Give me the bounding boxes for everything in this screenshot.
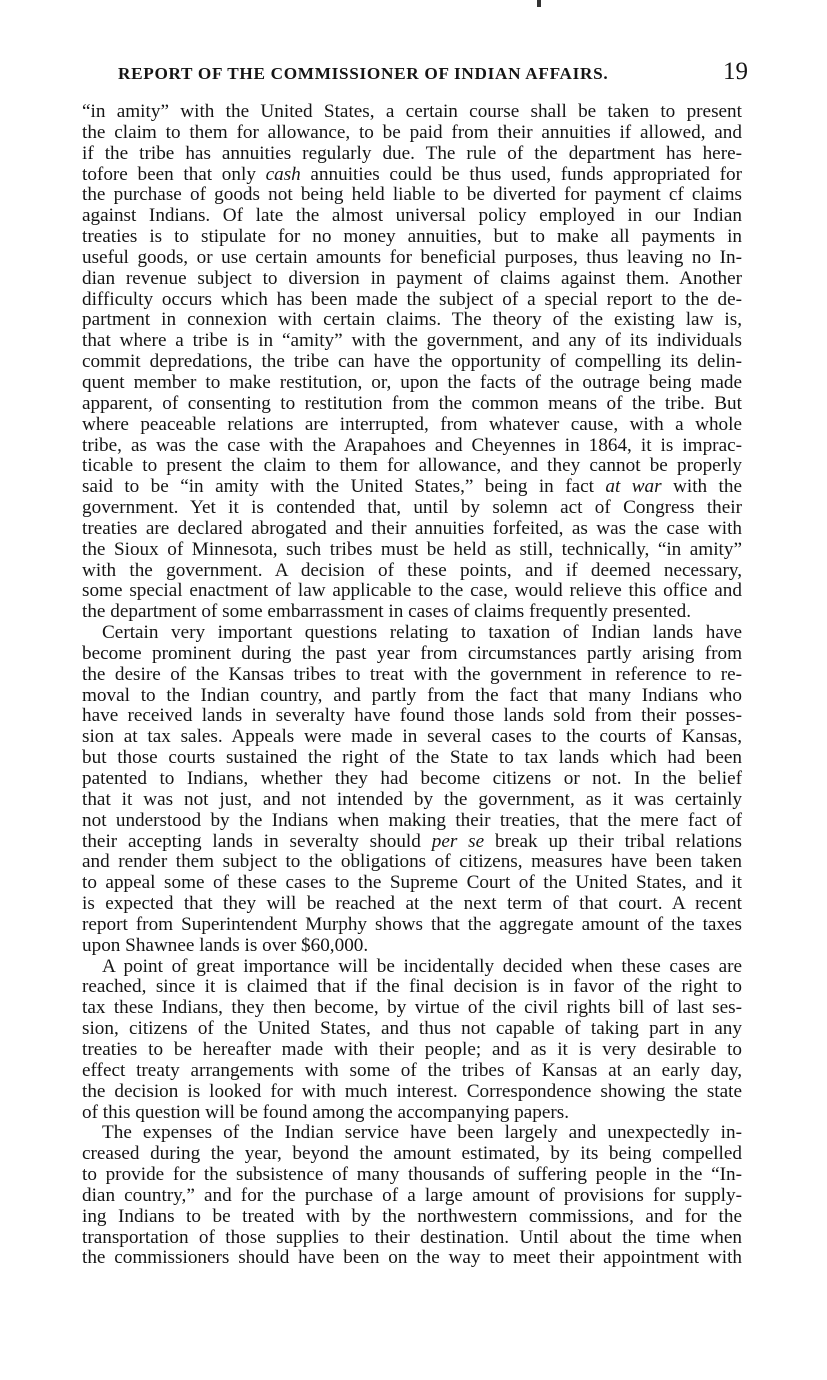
text-line: ticable to present the claim to them for allowance, and they cannot be properly [82,455,742,477]
text-line: have received lands in severalty have found those lands sold from their posses- [82,705,742,727]
page-number: 19 [723,58,748,85]
paragraph [82,957,742,1124]
text-line: treaties to be hereafter made with their people; and as it is very desirable to [82,1038,742,1060]
text-line: the purchase of goods not being held liable to be diverted for payment cf claims [82,184,742,206]
text-line: the Sioux of Minnesota, such tribes must be held as still, technically, “in amity” [82,538,742,560]
text-line: the desire of the Kansas tribes to treat with the government in reference to re- [82,663,742,685]
paragraph [82,102,742,623]
text-line: upon Shawnee lands is over $60,000. [82,934,369,956]
text-line: commit depredations, the tribe can have the opportunity of compelling its delin- [82,351,742,373]
text-line: partment in connexion with certain claims. The theory of the existing law is, [82,309,742,331]
text-line: dian revenue subject to diversion in payment of claims against them. Another [82,267,742,289]
text-line: moval to the Indian country, and partly from the fact that many Indians who [82,684,742,706]
text-line: government. Yet it is contended that, until by solemn act of Congress their [82,497,742,519]
running-header [118,58,748,88]
text-line: sion, citizens of the United States, and thus not capable of taking part in any [82,1018,742,1040]
text-line: tofore been that only cash annuities could be thus used, funds appropriated for [82,163,742,185]
text-line: the commissioners should have been on the way to meet their appointment with [82,1247,742,1269]
text-line: Certain very important questions relating to taxation of Indian lands have [102,622,742,644]
text-line: “in amity” with the United States, a certain course shall be taken to present [82,101,742,122]
text-line: treaties is to stipulate for no money annuities, but to make all payments in [82,226,742,248]
text-line: with the government. A decision of these points, and if deemed necessary, [82,559,742,581]
text-line: is expected that they will be reached at the next term of that court. A recent [82,893,742,915]
text-line: sion at tax sales. Appeals were made in several cases to the courts of Kansas, [82,726,742,748]
text-line: if the tribe has annuities regularly due. The rule of the department has here- [82,142,742,164]
text-line: the department of some embarrassment in cases of claims frequently presented. [82,601,691,623]
text-line: become prominent during the past year from circumstances partly arising from [82,642,742,664]
text-line: some special enactment of law applicable to the case, would relieve this office and [82,580,742,602]
text-line: to provide for the subsistence of many thousands of suffering people in the “In- [82,1164,742,1186]
text-line: not understood by the Indians when making their treaties, that the mere fact of [82,809,742,831]
text-line: effect treaty arrangements with some of the tribes of Kansas at an early day, [82,1059,742,1081]
text-line: patented to Indians, whether they had become citizens or not. In the belief [82,768,742,789]
text-line: report from Superintendent Murphy shows that the aggregate amount of the taxes [82,913,742,935]
text-line: the claim to them for allowance, to be paid from their annuities if allowed, and [82,121,742,143]
text-line: difficulty occurs which has been made the subject of a special report to the de- [82,288,742,310]
text-line: said to be “in amity with the United States,” being in fact at war with the [82,476,742,498]
text-line: but those courts sustained the right of the State to tax lands which had been [82,747,742,769]
top-edge-mark [537,0,541,7]
text-line: apparent, of consenting to restitution from the common means of the tribe. But [82,392,742,414]
header-title: REPORT OF THE COMMISSIONER OF INDIAN AFFAIRS. [118,64,609,83]
text-line: and render them subject to the obligations of citizens, measures have been taken [82,851,742,873]
text-line: creased during the year, beyond the amount estimated, by its being compelled [82,1143,742,1165]
text-line: transportation of those supplies to their destination. Until about the time when [82,1226,742,1248]
text-line: treaties are declared abrogated and their annuities forfeited, as was the case with [82,517,742,539]
text-line: quent member to make restitution, or, upon the facts of the outrage being made [82,371,742,393]
text-line: tax these Indians, they then become, by virtue of the civil rights bill of last ses- [82,997,742,1019]
text-line: their accepting lands in severalty should per se break up their tribal relations [82,830,742,852]
body-text [82,102,742,1269]
text-line: The expenses of the Indian service have been largely and unexpectedly in- [102,1122,742,1144]
paragraph [82,1123,742,1269]
text-line: of this question will be found among the accompanying papers. [82,1101,570,1123]
text-line: where peaceable relations are interrupted, from whatever cause, with a whole [82,413,742,435]
text-line: useful goods, or use certain amounts for beneficial purposes, thus leaving no In- [82,246,742,268]
paragraph [82,623,742,957]
text-line: dian country,” and for the purchase of a large amount of provisions for supply- [82,1184,742,1206]
text-line: A point of great importance will be incidentally decided when these cases are [102,955,742,977]
text-line: that where a tribe is in “amity” with the government, and any of its individuals [82,330,742,352]
text-line: ing Indians to be treated with by the northwestern commissions, and for the [82,1205,742,1227]
text-line: that it was not just, and not intended by the government, as it was certainly [82,788,742,810]
text-line: the decision is looked for with much interest. Correspondence showing the state [82,1080,742,1102]
text-line: to appeal some of these cases to the Supreme Court of the United States, and it [82,872,742,894]
text-line: against Indians. Of late the almost universal policy employed in our Indian [82,205,742,227]
text-line: tribe, as was the case with the Arapahoes and Cheyennes in 1864, it is imprac- [82,434,742,456]
text-line: reached, since it is claimed that if the final decision is in favor of the right to [82,976,742,998]
